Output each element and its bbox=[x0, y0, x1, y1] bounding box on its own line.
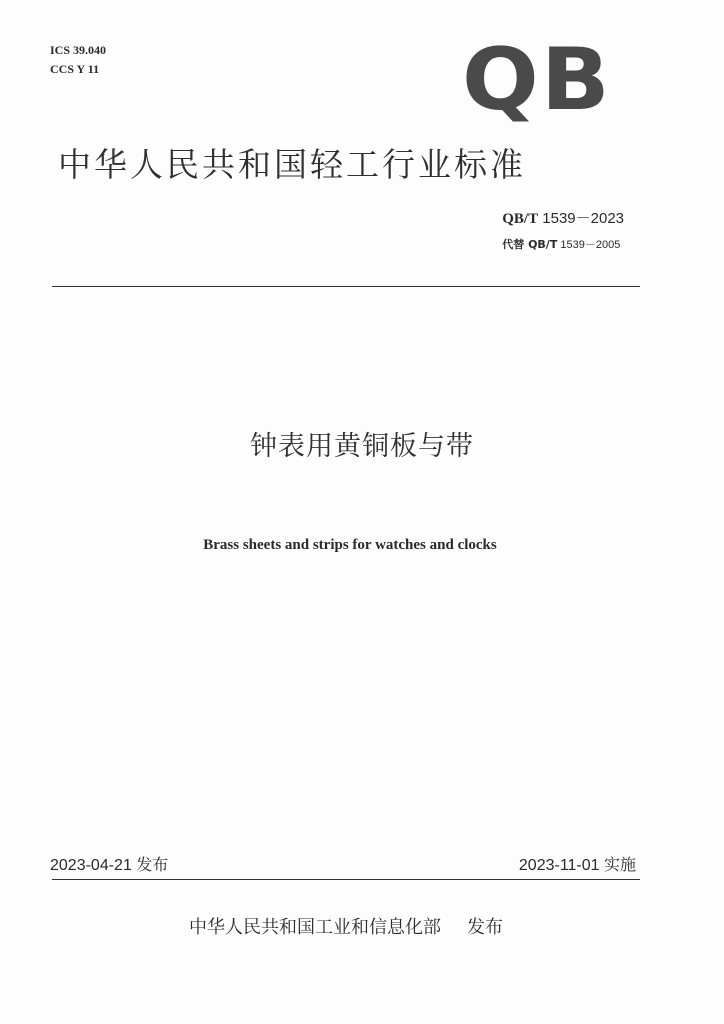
ics-code: ICS 39.040 bbox=[50, 43, 107, 57]
publisher-name: 中华人民共和国工业和信息化部 bbox=[189, 917, 441, 938]
standard-number-value: 1539－2023 bbox=[538, 210, 624, 227]
org-title: 中华人民共和国轻工行业标准 bbox=[58, 145, 526, 184]
standard-block bbox=[502, 209, 624, 252]
issue-date: 2023-04-21 发布 bbox=[50, 857, 169, 874]
document-title-english: Brass sheets and strips for watches and clocks bbox=[203, 537, 497, 553]
replaces-standard bbox=[502, 238, 624, 252]
publish-action: 发布 bbox=[467, 917, 503, 938]
implementation-date: 2023-11-01 实施 bbox=[518, 857, 636, 874]
ccs-code: CCS Y 11 bbox=[50, 62, 100, 76]
qb-logo: QB bbox=[462, 30, 612, 130]
replaces-value: 1539－2005 bbox=[557, 239, 621, 251]
standard-number bbox=[502, 209, 624, 229]
header-divider bbox=[52, 286, 640, 287]
classification-codes bbox=[50, 41, 106, 79]
document-title-chinese: 钟表用黄铜板与带 bbox=[250, 431, 474, 462]
publisher-line bbox=[0, 916, 692, 940]
standard-number-prefix: QB/T bbox=[502, 211, 539, 227]
replaces-prefix: 代替 QB/T bbox=[502, 238, 558, 251]
footer-divider bbox=[52, 879, 640, 880]
